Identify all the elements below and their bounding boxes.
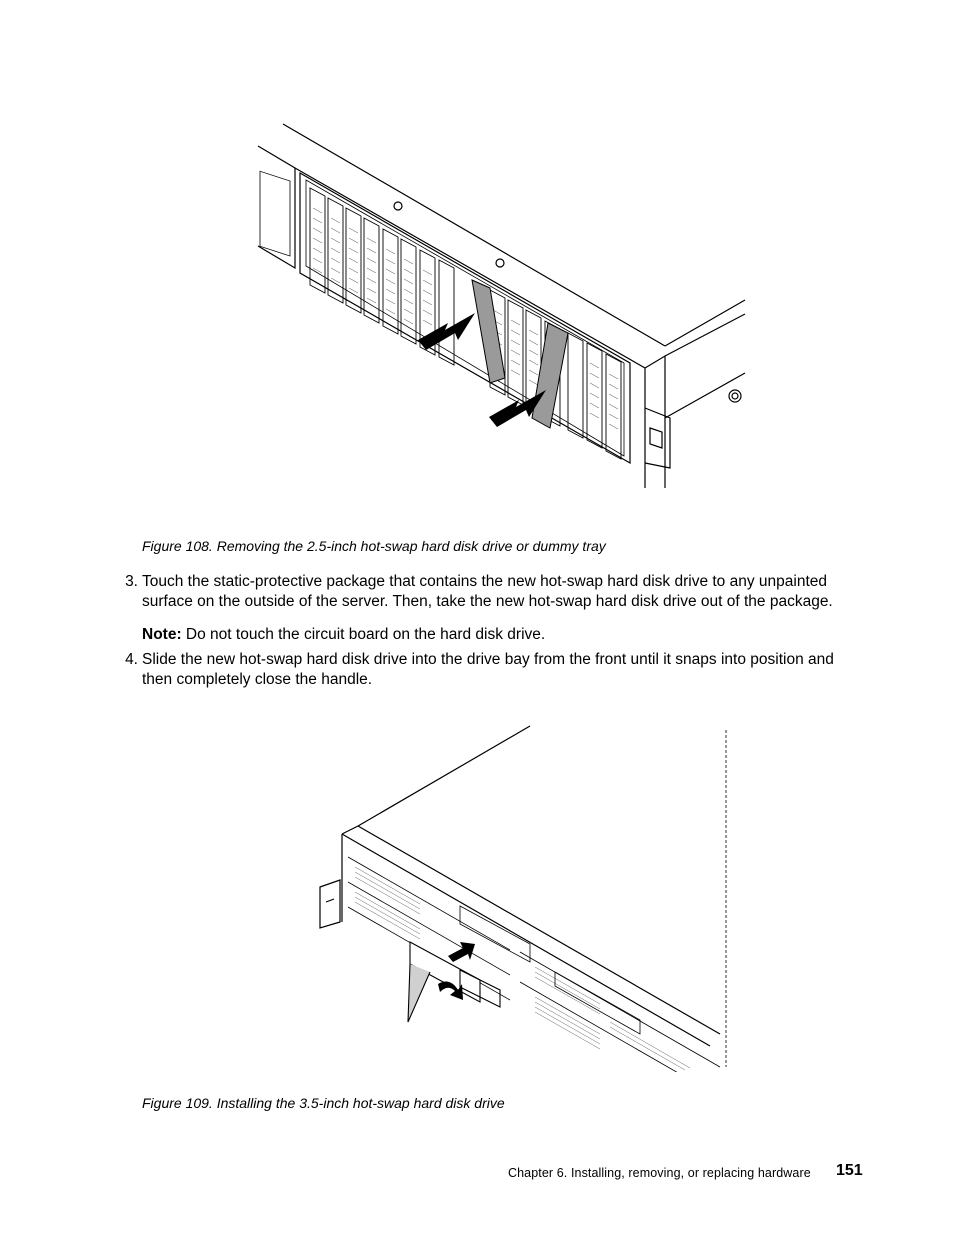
figure-108-illustration [250, 118, 750, 498]
server-drive-removal-drawing [250, 118, 750, 498]
instruction-step [125, 650, 862, 690]
note-label: Note: [142, 626, 182, 643]
instruction-step [125, 572, 862, 612]
server-drive-install-drawing [310, 722, 730, 1072]
figure-109-illustration [310, 722, 730, 1072]
page-number: 151 [836, 1162, 863, 1179]
step-number: 3. [125, 573, 138, 590]
note-text: Do not touch the circuit board on the hard disk drive. [185, 626, 546, 643]
step-text: Touch the static-protective package that contains the new hot-swap hard disk drive to any unpainted surface on the outside of the server. Then, take the new hot-swap hard disk drive out of the package. [142, 573, 833, 610]
step-text: Slide the new hot-swap hard disk drive into the drive bay from the front until it snaps into position and then completely close the handle. [142, 651, 834, 688]
footer-chapter-title: Chapter 6. Installing, removing, or replacing hardware [508, 1166, 811, 1180]
note [142, 625, 545, 645]
step-number: 4. [125, 651, 138, 668]
figure-caption: Figure 108. Removing the 2.5-inch hot-swap hard disk drive or dummy tray [142, 538, 606, 554]
figure-caption: Figure 109. Installing the 3.5-inch hot-swap hard disk drive [142, 1095, 505, 1111]
